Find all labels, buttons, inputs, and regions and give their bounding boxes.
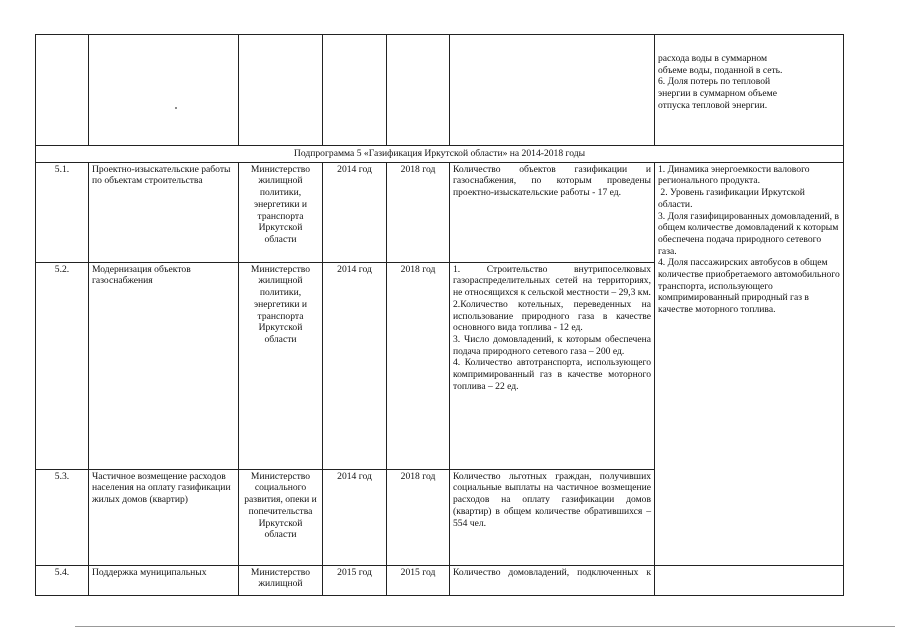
- executor: Министерство жилищной политики, энергетики и транспорта Иркутской области: [239, 162, 323, 262]
- result-paragraph: 2.Количество котельных, переведенных на использование природного газа в качестве основного вида топлива - 12 ед.: [453, 298, 651, 334]
- subprogram-header-row: [36, 146, 844, 163]
- indicator-line: 6. Доля потерь по тепловой: [658, 76, 771, 88]
- table-row: [36, 565, 844, 595]
- activity-name: Поддержка муниципальных: [89, 565, 239, 595]
- scan-edge-line: [75, 626, 895, 627]
- executor: Министерство жилищной политики, энергетики и транспорта Иркутской области: [239, 262, 323, 469]
- start-year: 2014 год: [323, 262, 387, 469]
- indicator-line: энергии в суммарном объеме: [658, 88, 777, 100]
- target-indicators: [655, 162, 844, 565]
- expected-result: [450, 262, 655, 469]
- result-paragraph: 1. Строительство внутрипоселковых газораспределительных сетей на территориях, не относящихся к сельской местности – 29,3 км.: [453, 263, 651, 299]
- cell: [387, 35, 450, 146]
- activity-name: Частичное возмещение расходов населения на оплату газификации жилых домов (квартир): [89, 469, 239, 565]
- result-paragraph: 4. Количество автотранспорта, использующего компримированный газ в качестве моторного топлива – 22 ед.: [453, 357, 651, 392]
- result-paragraph: Количество объектов газификации и газоснабжения, по которым проведены проектно-изыскательские работы - 17 ед.: [453, 163, 651, 199]
- indicator-line: расхода воды в суммарном: [658, 53, 768, 64]
- end-year: 2018 год: [387, 162, 450, 262]
- end-year: 2015 год: [387, 565, 450, 595]
- executor: Министерство жилищной: [239, 565, 323, 595]
- start-year: 2015 год: [323, 565, 387, 595]
- row-number: 5.4.: [36, 565, 89, 595]
- continuation-indicators: [655, 35, 844, 146]
- indicator-item: 2. Уровень газификации Иркутской области.: [658, 187, 808, 210]
- expected-result: [450, 565, 655, 595]
- row-number: 5.2.: [36, 262, 89, 469]
- cell: [655, 565, 844, 595]
- end-year: 2018 год: [387, 262, 450, 469]
- cell: [89, 35, 239, 146]
- cell: [239, 35, 323, 146]
- end-year: 2018 год: [387, 469, 450, 565]
- table-row: [36, 162, 844, 262]
- program-table: [35, 34, 844, 596]
- indicator-item: 4. Доля пассажирских автобусов в общем количестве приобретаемого автомобильного транспорта, использующего компримированный природный газ в качестве моторного топлива.: [658, 257, 840, 316]
- row-number: 5.3.: [36, 469, 89, 565]
- cell: [323, 35, 387, 146]
- indicator-item: 3. Доля газифицированных домовладений, в общем количестве домовладений к которым обеспечена подача природного сетевого газа.: [658, 210, 839, 257]
- continuation-row: [36, 35, 844, 146]
- start-year: 2014 год: [323, 469, 387, 565]
- activity-name: Проектно-изыскательские работы по объектам строительства: [89, 162, 239, 262]
- executor: Министерство социального развития, опеки и попечительства Иркутской области: [239, 469, 323, 565]
- expected-result: [450, 469, 655, 565]
- expected-result: [450, 162, 655, 262]
- indicator-item: 1. Динамика энергоемкости валового регионального продукта.: [658, 163, 810, 187]
- indicator-line: отпуска тепловой энергии.: [658, 99, 768, 111]
- activity-name: Модернизация объектов газоснабжения: [89, 262, 239, 469]
- indicator-line: объеме воды, поданной в сеть.: [658, 64, 783, 76]
- result-paragraph: Количество льготных граждан, получивших социальные выплаты на частичное возмещение расходов на оплату газификации домов (квартир) в общем количестве обратившихся – 554 чел.: [453, 470, 651, 529]
- cell: [36, 35, 89, 146]
- result-paragraph: 3. Число домовладений, к которым обеспечена подача природного сетевого газа – 200 ед.: [453, 333, 651, 357]
- start-year: 2014 год: [323, 162, 387, 262]
- result-paragraph: Количество домовладений, подключенных к: [453, 566, 651, 578]
- row-number: 5.1.: [36, 162, 89, 262]
- cell: [450, 35, 655, 146]
- subprogram-title: Подпрограмма 5 «Газификация Иркутской области» на 2014-2018 годы: [36, 146, 844, 163]
